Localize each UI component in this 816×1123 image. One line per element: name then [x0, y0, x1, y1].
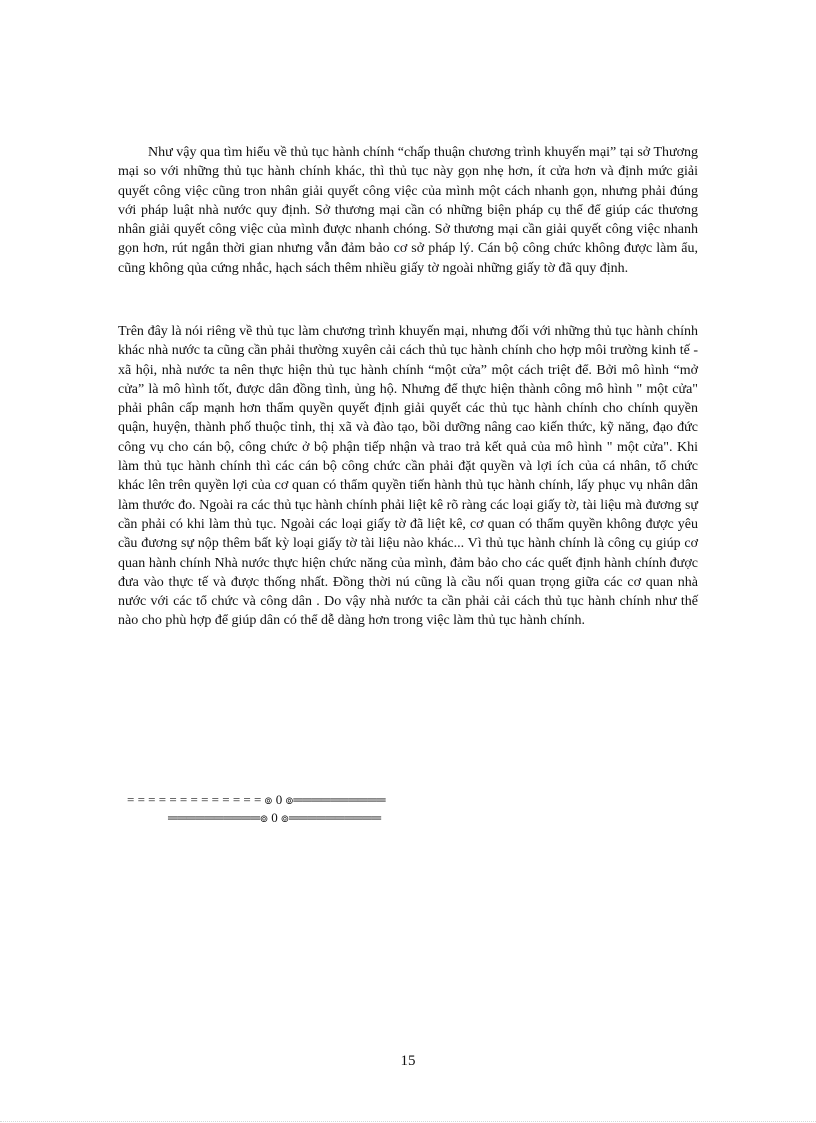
- paragraph-2: Trên đây là nói riêng về thủ tục làm chương trình khuyến mại, nhưng đối với những thủ tục hành chính khác nhà nước ta cũng cần phải thường xuyên cải cách thủ tục hành chính cho hợp môi trường kinh tế - xã hội, nhà nước ta nên thực hiện thủ tục hành chính “một cửa” một cách triệt để. Bởi mô hình “mở cửa” là mô hình tốt, được dân đồng tình, ủng hộ. Nhưng để thực hiện thành công mô hình " một cửa" phải phân cấp mạnh hơn thẩm quyền quyết định giải quyết các thủ tục hành chính cho chính quyền quận, huyện, thành phố thuộc tỉnh, thị xã và đào tạo, bồi dưỡng nâng cao kiến thức, kỹ năng, đạo đức công vụ cho cán bộ, công chức ở bộ phận tiếp nhận và trao trả kết quả của mô hình " một cửa". Khi làm thủ tục hành chính thì các cán bộ công chức cần phải đặt quyền và lợi ích của cá nhân, tổ chức khác lên trên quyền lợi của cơ quan có thẩm quyền tiến hành thủ tục hành chính, lấy phục vụ nhân dân làm thước đo. Ngoài ra các thủ tục hành chính phải liệt kê rõ ràng các loại giấy tờ, tài liệu mà đương sự cần phải có khi làm thủ tục. Ngoài các loại giấy tờ đã liệt kê, cơ quan có thẩm quyền không được yêu cầu đương sự nộp thêm bất kỳ loại giấy tờ tài liệu nào khác... Vì thủ tục hành chính là công cụ giúp cơ quan hành chính Nhà nước thực hiện chức năng của mình, đảm bảo cho các quết định hành chính được đưa vào thực tế và được thống nhất. Đồng thời nú cũng là cầu nối quan trọng giữa các cơ quan nhà nước với các tổ chức và công dân . Do vậy nhà nước ta cần phải cải cách thủ tục hành chính như thế nào cho phù hợp để giúp dân có thể dễ dàng hơn trong việc làm thủ tục hành chính.: [118, 324, 698, 629]
- ornament-divider-top: = = = = = = = = = = = = = ๏ 0 ๏══════════: [127, 792, 386, 807]
- ornament-divider-bottom: ══════════๏ 0 ๏══════════: [168, 810, 382, 825]
- paragraph-1: Như vậy qua tìm hiểu về thủ tục hành chính “chấp thuận chương trình khuyến mại” tại sở Thương mại so với những thủ tục hành chính khác, thì thủ tục này gọn nhẹ hơn, ít cửa hơn và định mức giải quyết công việc cũng tron nhân giải quyết công việc của mình một cách nhanh gọn, nhưng phải đúng với pháp luật nhà nước quy định. Sở thương mại cần có những biện pháp cụ thể để giúp các thương nhân giải quyết công việc của mình được nhanh chóng. Sở thương mại cần giải quyết công việc nhanh gọn hơn, rút ngắn thời gian nhưng vẫn đảm bảo cơ sở pháp lý. Cán bộ công chức không được làm ẩu, cũng không qủa cứng nhắc, hạch sách thêm nhiều giấy tờ ngoài những giấy tờ đã quy định.: [118, 145, 698, 276]
- page-number: 15: [400, 1053, 416, 1069]
- page-bottom-edge: [0, 1121, 816, 1122]
